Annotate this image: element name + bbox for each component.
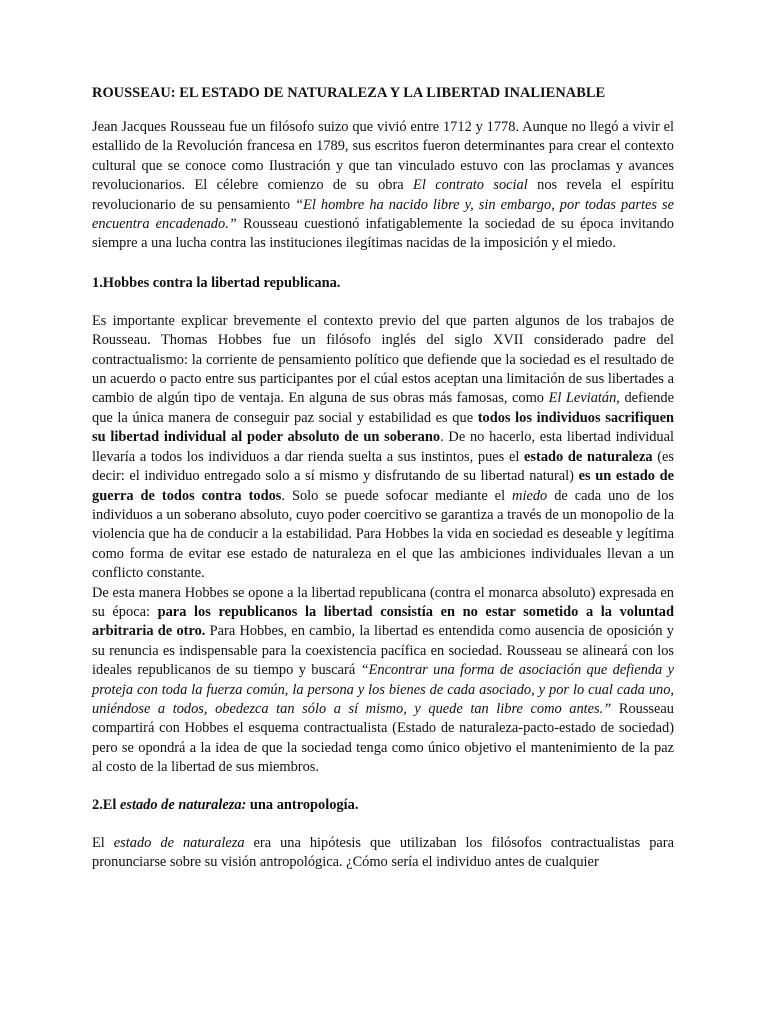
text-run: de cada uno de los individuos a un soberano absoluto, cuyo poder coercitivo se garantiza a través de un monopolio de la violencia que ha de conducir a la estabilidad. Para Hobbes la vida en sociedad es deseable y legítima como forma de evitar ese estado de naturaleza en el que las ambiciones individuales llevan a un conflicto constante. [92,487,675,582]
section-2-heading [92,796,674,815]
italic-text: miedo [512,487,548,504]
document-title: ROUSSEAU: EL ESTADO DE NATURALEZA Y LA LIBERTAD INALIENABLE [92,85,606,101]
text-run: (es decir: el individuo entregado solo a sí mismo y disfrutando de su libertad natural) [92,448,674,485]
text-run: De esta manera Hobbes se opone a la libertad republicana (contra el monarca absoluto) expresada en su época: [92,584,674,620]
bold-text: una antropología. [246,796,359,813]
text-run: Jean Jacques Rousseau fue un filósofo suizo que vivió entre 1712 y 1778. Aunque no llegó a vivir el estallido de la Revolución francesa en 1789, sus escritos fueron determinantes para crear el contexto cultural que se conoce como Ilustración y que tan vinculado estuvo con las proclamas y avances revolucionarios. El célebre comienzo de su obra [92,119,674,194]
text-run: . Solo se puede sofocar mediante el [281,487,513,504]
document-body [92,84,674,872]
text-run: , defiende que la única manera de conseguir paz social y estabilidad es que [92,390,675,426]
bold-italic-text: estado de naturaleza: [120,796,247,813]
text-run: nos revela el espíritu revolucionario de su pensamiento [92,177,674,213]
italic-text: El Leviatán [548,390,617,407]
section-2-paragraph-1 [92,834,674,873]
bold-text: todos los individuos sacrifiquen su libertad individual al poder absoluto de un soberano [92,409,674,446]
bold-text: 2.El [92,796,120,813]
text-run: El [92,834,114,851]
text-run: Rousseau compartirá con Hobbes el esquema contractualista (Estado de naturaleza-pacto-estado de sociedad) pero se opondrá a la idea de que la sociedad tenga como único objetivo el mantenimiento de la paz al costo de la libertad de sus miembros. [92,700,675,776]
text-run: Es importante explicar brevemente el contexto previo del que parten algunos de los trabajos de Rousseau. Thomas Hobbes fue un filósofo inglés del siglo XVII considerado padre del contractualismo: la corriente de pensamiento político que defiende que la sociedad es el resultado de un acuerdo o pacto entre sus participantes por el cúal estos aceptan una limitación de sus libertades a cambio de algún tipo de ventaja. En alguna de sus obras más famosas, como [92,312,674,407]
section-1-paragraph-1 [92,312,674,584]
italic-text: estado de naturaleza [113,834,245,851]
bold-text: estado de naturaleza [524,448,653,465]
text-run: . De no hacerlo, esta libertad individual llevaría a todos los individuos a dar rienda suelta a sus instintos, pues el [92,429,674,465]
text-run: Para Hobbes, en cambio, la libertad es entendida como ausencia de oposición y su renuncia es indispensable para la coexistencia pacífica en sociedad. Rousseau se alineará con los ideales republicanos de su tiempo y buscará [92,623,674,679]
italic-text: El contrato social [413,177,528,194]
bold-text: para los republicanos la libertad consistía en no estar sometido a la voluntad arbitraria de otro. [92,603,674,640]
text-run: Rousseau cuestionó infatigablemente la sociedad de su época invitando siempre a una lucha contra las instituciones ilegítimas nacidas de la imposición y el miedo. [92,216,674,252]
section-1-paragraph-2 [92,584,674,778]
intro-paragraph [92,118,674,254]
italic-text: “Encontrar una forma de asociación que defienda y proteja con toda la fuerza común, la persona y los bienes de cada asociado, y por lo cual cada uno, uniéndose a todos, obedezca tan sólo a sí mismo, y quede tan libre como antes.” [92,662,674,717]
italic-text: “El hombre ha nacido libre y, sin embargo, por todas partes se encuentra encadenado.” [92,196,674,233]
text-run: era una hipótesis que utilizaban los filósofos contractualistas para pronunciarse sobre su visión antropológica. ¿Cómo sería el individuo antes de cualquier [92,834,674,870]
section-1-heading: 1.Hobbes contra la libertad republicana. [92,274,341,291]
bold-text: es un estado de guerra de todos contra todos [92,468,674,504]
